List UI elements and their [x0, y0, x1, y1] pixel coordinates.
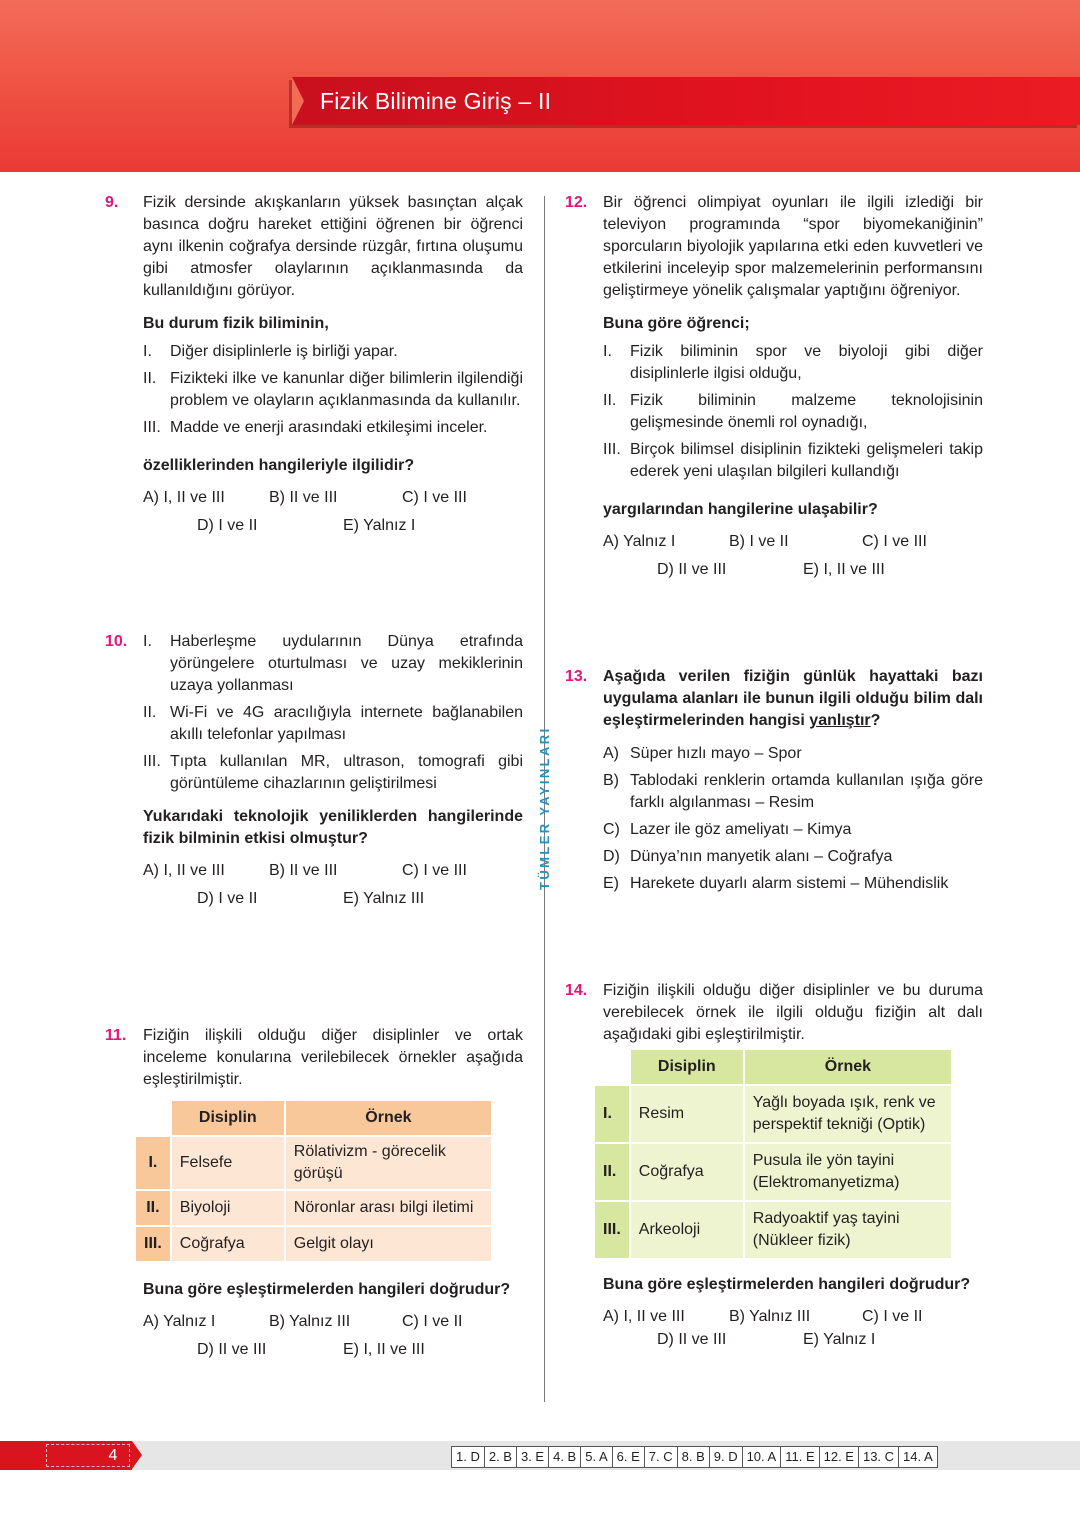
matching-table	[593, 1048, 953, 1260]
option-d[interactable]: D) II ve III	[197, 1341, 267, 1358]
question-prompt: yargılarından hangilerine ulaşabilir?	[603, 501, 878, 518]
question-prompt: Yukarıdaki teknolojik yeniliklerden hangilerinde fizik bilminin etkisi olmuştur?	[143, 808, 523, 847]
question-number: 9.	[105, 194, 119, 211]
question-lead: Bu durum fizik biliminin,	[143, 315, 329, 332]
question-number: 12.	[565, 194, 588, 211]
table-header: Örnek	[745, 1050, 951, 1084]
emphasis-underline: yanlıştır	[809, 712, 871, 729]
question-14	[565, 980, 983, 1356]
answer-options	[143, 860, 523, 916]
choice-d[interactable]: D) Dünya’nın manyetik alanı – Coğrafya	[603, 848, 893, 865]
option-a[interactable]: A) Yalnız I	[603, 533, 676, 550]
answer-options	[143, 1311, 523, 1367]
question-number: 11.	[105, 1027, 127, 1044]
option-b[interactable]: B) Yalnız III	[269, 1313, 351, 1330]
question-11	[105, 1025, 523, 1367]
answer-key	[452, 1446, 938, 1468]
answer-key-item: 5. A	[580, 1446, 612, 1468]
option-b[interactable]: B) II ve III	[269, 489, 338, 506]
option-a[interactable]: A) I, II ve III	[143, 489, 225, 506]
table-row: II. Biyoloji Nöronlar arası bilgi iletimi	[136, 1191, 491, 1225]
answer-options	[603, 531, 983, 587]
question-10	[105, 631, 523, 916]
answer-key-item: 10. A	[742, 1446, 782, 1468]
answer-options	[143, 487, 523, 543]
table-row: III. Coğrafya Gelgit olayı	[136, 1227, 491, 1261]
statement-item: II. Fizik biliminin malzeme teknolojisinin gelişmesinde önemli rol oynadığı,	[603, 392, 983, 431]
option-d[interactable]: D) I ve II	[197, 890, 258, 907]
title-banner	[292, 77, 1080, 125]
answer-key-item: 7. C	[644, 1446, 678, 1468]
answer-key-item: 6. E	[612, 1446, 645, 1468]
answer-key-item: 11. E	[780, 1446, 819, 1468]
question-stem: Fiziğin ilişkili olduğu diğer disiplinler ve ortak inceleme konularına verilebilecek örnekler aşağıda eşleştirilmiştir.	[143, 1027, 523, 1088]
option-b[interactable]: B) Yalnız III	[729, 1308, 811, 1325]
option-b[interactable]: B) II ve III	[269, 862, 338, 879]
statement-item: II. Wi-Fi ve 4G aracılığıyla internete bağlanabilen akıllı telefonlar yapılması	[143, 704, 523, 743]
option-c[interactable]: C) I ve III	[402, 489, 467, 506]
question-stem: Bir öğrenci olimpiyat oyunları ile ilgili izlediği bir televiyon programında “spor biyomekaniğinin” sporcuların biyolojik yapılarına etki eden kuvvetleri ve etkilerini inceleyip spor malzemelerinin performansını geliştirmeye yönelik çalışmalar yaptığını öğreniyor.	[603, 194, 983, 299]
option-b[interactable]: B) I ve II	[729, 533, 789, 550]
table-header: Disiplin	[172, 1101, 284, 1135]
option-d[interactable]: D) II ve III	[657, 1331, 727, 1348]
answer-options	[603, 1306, 983, 1356]
statement-item: I. Diğer disiplinlerle iş birliği yapar.	[143, 343, 398, 360]
question-13	[565, 666, 983, 900]
option-c[interactable]: C) I ve II	[862, 1308, 923, 1325]
option-c[interactable]: C) I ve II	[402, 1313, 463, 1330]
option-a[interactable]: A) I, II ve III	[143, 862, 225, 879]
answer-key-item: 14. A	[898, 1446, 938, 1468]
question-number: 14.	[565, 982, 588, 999]
option-e[interactable]: E) Yalnız I	[343, 517, 416, 534]
answer-key-item: 4. B	[548, 1446, 581, 1468]
choice-c[interactable]: C) Lazer ile göz ameliyatı – Kimya	[603, 821, 852, 838]
answer-key-item: 3. E	[516, 1446, 549, 1468]
table-row: I. Felsefe Rölativizm - görecelik görüşü	[136, 1137, 491, 1189]
question-prompt: Buna göre eşleştirmelerden hangileri doğrudur?	[603, 1276, 971, 1293]
option-e[interactable]: E) Yalnız I	[803, 1331, 876, 1348]
question-9	[105, 192, 523, 543]
question-stem: Fiziğin ilişkili olduğu diğer disiplinler ve bu duruma verebilecek örnek ile ilgili olduğu fiziğin alt dalı aşağıdaki gibi eşleştirilmiştir.	[603, 982, 983, 1043]
choice-a[interactable]: A) Süper hızlı mayo – Spor	[603, 745, 802, 762]
statement-item: II. Fizikteki ilke ve kanunlar diğer bilimlerin ilgilendiği problem ve olayların açıklanmasında da kullanılır.	[143, 370, 523, 409]
statement-item: III. Birçok bilimsel disiplinin fizikteki gelişmeleri takip ederek yeni ulaşılan bilgileri kullandığı	[603, 441, 983, 480]
option-d[interactable]: D) I ve II	[197, 517, 258, 534]
table-row: III. Arkeoloji Radyoaktif yaş tayini (Nükleer fizik)	[595, 1202, 951, 1258]
question-stem: Fizik dersinde akışkanların yüksek basınçtan alçak basınca doğru hareket ettiğini öğrenen bir öğrenci aynı ilkenin coğrafya dersinde rüzgâr, fırtına oluşumu gibi atmosfer olaylarının açıklanmasında da kullanıldığını görüyor.	[143, 194, 523, 299]
option-c[interactable]: C) I ve III	[862, 533, 927, 550]
statement-item: I. Fizik biliminin spor ve biyoloji gibi diğer disiplinlerle ilgisi olduğu,	[603, 343, 983, 382]
question-stem: Aşağıda verilen fiziğin günlük hayattaki bazı uygulama alanları ile bunun ilgili olduğu bilim dalı eşleştirmelerinden hangisi yanlıştır?	[603, 668, 983, 729]
publisher-label: TÜMLER YAYINLARI	[537, 726, 552, 890]
page-number: 4	[108, 1447, 118, 1464]
matching-table	[134, 1099, 493, 1263]
table-header: Örnek	[286, 1101, 491, 1135]
table-header: Disiplin	[631, 1050, 743, 1084]
answer-key-item: 13. C	[858, 1446, 899, 1468]
answer-key-item: 12. E	[819, 1446, 859, 1468]
statement-item: III. Madde ve enerji arasındaki etkileşimi inceler.	[143, 419, 488, 436]
answer-key-item: 2. B	[484, 1446, 517, 1468]
question-number: 13.	[565, 668, 588, 685]
option-a[interactable]: A) I, II ve III	[603, 1308, 685, 1325]
question-number: 10.	[105, 633, 128, 650]
question-prompt: özelliklerinden hangileriyle ilgilidir?	[143, 457, 415, 474]
choice-b[interactable]: B) Tablodaki renklerin ortamda kullanılan ışığa göre farklı algılanması – Resim	[603, 772, 983, 811]
option-d[interactable]: D) II ve III	[657, 561, 727, 578]
question-prompt: Buna göre eşleştirmelerden hangileri doğrudur?	[143, 1281, 511, 1298]
table-row: II. Coğrafya Pusula ile yön tayini (Elektromanyetizma)	[595, 1144, 951, 1200]
choice-e[interactable]: E) Harekete duyarlı alarm sistemi – Mühendislik	[603, 875, 949, 892]
answer-key-item: 8. B	[677, 1446, 710, 1468]
option-c[interactable]: C) I ve III	[402, 862, 467, 879]
statement-item: III. Tıpta kullanılan MR, ultrason, tomografi gibi görüntüleme cihazlarının geliştirilmesi	[143, 753, 523, 792]
answer-key-item: 9. D	[709, 1446, 743, 1468]
question-lead: Buna göre öğrenci;	[603, 315, 750, 332]
statement-item: I. Haberleşme uydularının Dünya etrafında yörüngelere oturtulması ve uzay mekiklerinin uzaya yollanması	[143, 633, 523, 694]
option-a[interactable]: A) Yalnız I	[143, 1313, 216, 1330]
option-e[interactable]: E) I, II ve III	[343, 1341, 425, 1358]
table-row: I. Resim Yağlı boyada ışık, renk ve perspektif tekniği (Optik)	[595, 1086, 951, 1142]
option-e[interactable]: E) Yalnız III	[343, 890, 425, 907]
question-12	[565, 192, 983, 587]
option-e[interactable]: E) I, II ve III	[803, 561, 885, 578]
answer-key-item: 1. D	[451, 1446, 485, 1468]
page-title: Fizik Bilimine Giriş – II	[320, 88, 552, 114]
